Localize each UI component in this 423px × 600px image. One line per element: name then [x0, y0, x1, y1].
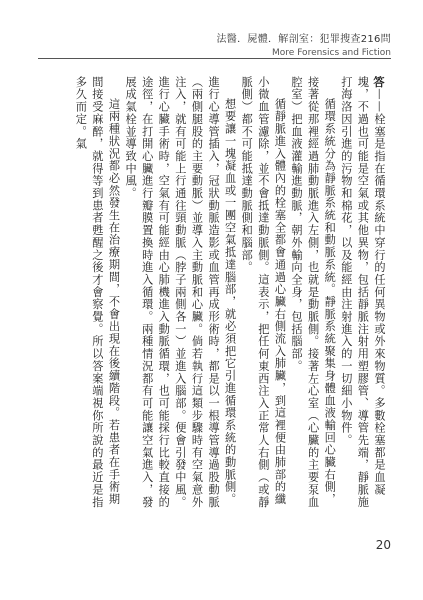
answer-dash: ——	[373, 88, 386, 114]
paragraph: 循靜脈進入體內的栓塞全都會通過心臟右側流入肺臟，到這裡便由肺部的纖小微血管濾除，並不會抵達動脈側。這表示，把任何東西注入正常人右側（或靜脈側）都不可能抵達動脈側和腦部。	[240, 76, 287, 509]
header-divider	[38, 58, 391, 59]
page-number: 20	[375, 538, 391, 552]
body-text	[38, 76, 387, 516]
paragraph: 想要讓一塊凝血或一團空氣抵達腦部，就必須把它引進循環系統的動脈側。進行心導管插入，冠狀動脈造影或血管再成形術時，都是以一根導管導過股動脈（兩側腿股的主要動脈）並導入主動脈和心臟。倘若執行這類步驟時有空氣意外注入，就有可能上行通往頸動脈（脖子兩側各一）並進入腦部。便會引發中風。進行心臟手術時，空氣有可能經由心肺機進入動脈循環，也可能採行比較直接的途徑，在打開心臟進行瓣膜置換時進入循環。兩種情況都有可能讓空氣進入，發展成氣栓並導致中風。	[124, 76, 237, 509]
paragraph: 這兩種狀況都必然發生在治療期間，不會出現在後續階段。若患者在手術期間接受麻醉，就得等到患者甦醒之後才會察覺。所以答案端視你所說的最近是指多久而定。氣	[74, 76, 121, 509]
running-header	[217, 30, 392, 58]
answer-paragraph	[337, 76, 387, 516]
paragraph: 循環系統分為靜脈系統和動脈系統。靜脈系統聚集身體血液輸回心臟右側，接著從那裡經過肺動脈進入左側，也就是動脈側。接著左心室（心臟的主要泵血腔室）把血液灌輸進動脈，朝外輸向全身，包括腦部。	[290, 76, 337, 509]
paragraph-text: 栓塞是指在循環系統中穿行的任何異物或外來物質。多數栓塞都是血凝塊，不過也可能是空氣或其他異物，包括靜脈注射用塑膠管、導管先端，靜脈施打海洛因引進的污物和棉花，以及能經由注射進入的一切細小物件。	[339, 76, 386, 509]
book-title-en: More Forensics and Fiction	[272, 48, 391, 58]
book-title-zh: 法醫．屍體．解剖室：犯罪搜查216問	[216, 34, 391, 45]
answer-label: 答	[372, 76, 386, 89]
